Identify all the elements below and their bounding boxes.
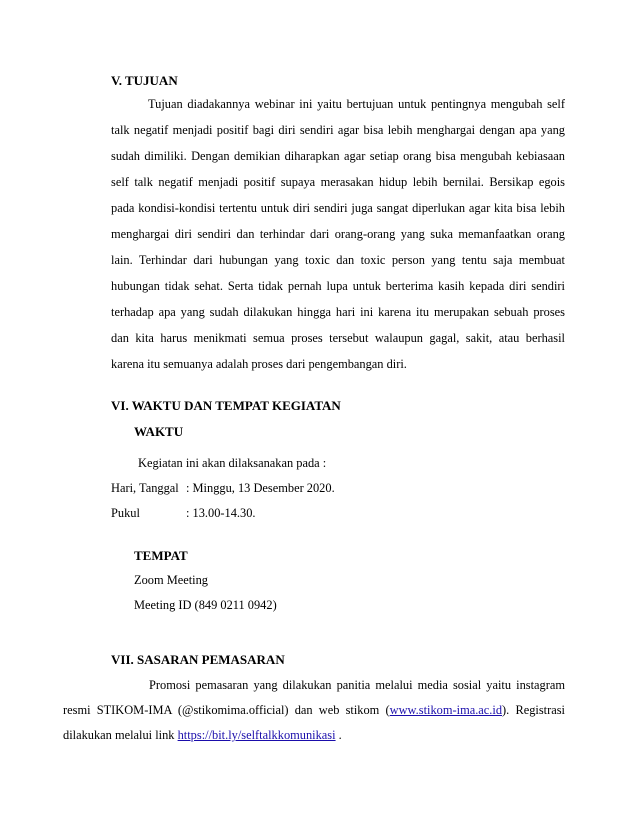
paragraph-line: lain. Terhindar dari hubungan yang toxic dan toxic person yang tentu saja membuat <box>111 253 565 267</box>
pukul-label: Pukul <box>111 506 140 520</box>
paragraph-line: talk negatif menjadi positif bagi diri sendiri agar bisa lebih menghargai dengan apa yang <box>111 123 565 137</box>
schedule-intro: Kegiatan ini akan dilaksanakan pada : <box>138 456 327 470</box>
paragraph-line: self talk negatif menjadi positif supaya merasakan hidup lebih bernilai. Bersikap egois <box>111 175 565 189</box>
sasaran-line-3 <box>63 728 342 743</box>
paragraph-line: karena itu semuanya adalah proses dari pengembangan diri. <box>111 357 407 371</box>
hari-tanggal-label: Hari, Tanggal <box>111 481 179 495</box>
paragraph-line: terhadap apa yang sudah dilakukan hingga hari ini karena itu merupakan sebuah proses <box>111 305 565 319</box>
paragraph-line: Tujuan diadakannya webinar ini yaitu bertujuan untuk pentingnya mengubah self <box>148 97 565 111</box>
section-heading-sasaran: VII. SASARAN PEMASARAN <box>111 652 285 667</box>
sasaran-line-2 <box>63 703 565 718</box>
meeting-id: Meeting ID (849 0211 0942) <box>134 598 277 612</box>
paragraph-line: pada kondisi-kondisi tertentu untuk diri sendiri juga sangat diperlukan agar kita bisa lebih <box>111 201 565 215</box>
paragraph-line: sudah dimiliki. Dengan demikian diharapkan agar setiap orang bisa mengubah kebiasaan <box>111 149 565 163</box>
subheading-tempat: TEMPAT <box>134 548 188 563</box>
subheading-waktu: WAKTU <box>134 424 184 439</box>
registration-link[interactable]: https://bit.ly/selftalkkomunikasi <box>177 728 336 742</box>
paragraph-line: hubungan tidak sehat. Serta tidak pernah lupa untuk berterima kasih kepada diri sendiri <box>111 279 565 293</box>
sasaran-line-3-text-a: dilakukan melalui link <box>63 728 178 742</box>
hari-tanggal-value: : Minggu, 13 Desember 2020. <box>186 481 335 495</box>
sasaran-line-2-text-b: ). Registrasi <box>502 703 565 717</box>
sasaran-line-3-text-b: . <box>335 728 342 742</box>
tempat-name: Zoom Meeting <box>134 573 208 587</box>
sasaran-line-1: Promosi pemasaran yang dilakukan panitia melalui media sosial yaitu instagram <box>149 678 565 692</box>
paragraph-line: menghargai diri sendiri dan terhindar dari orang-orang yang suka memanfaatkan orang <box>111 227 565 241</box>
sasaran-line-2-text-a: resmi STIKOM-IMA (@stikomima.official) dan web stikom ( <box>63 703 390 717</box>
section-heading-waktu-tempat: VI. WAKTU DAN TEMPAT KEGIATAN <box>111 398 341 413</box>
paragraph-line: dan kita harus menikmati semua proses tersebut walaupun gagal, sakit, atau berhasil <box>111 331 565 345</box>
stikom-website-link[interactable]: www.stikom-ima.ac.id <box>389 703 503 717</box>
section-heading-tujuan: V. TUJUAN <box>111 73 178 88</box>
pukul-value: : 13.00-14.30. <box>186 506 256 520</box>
